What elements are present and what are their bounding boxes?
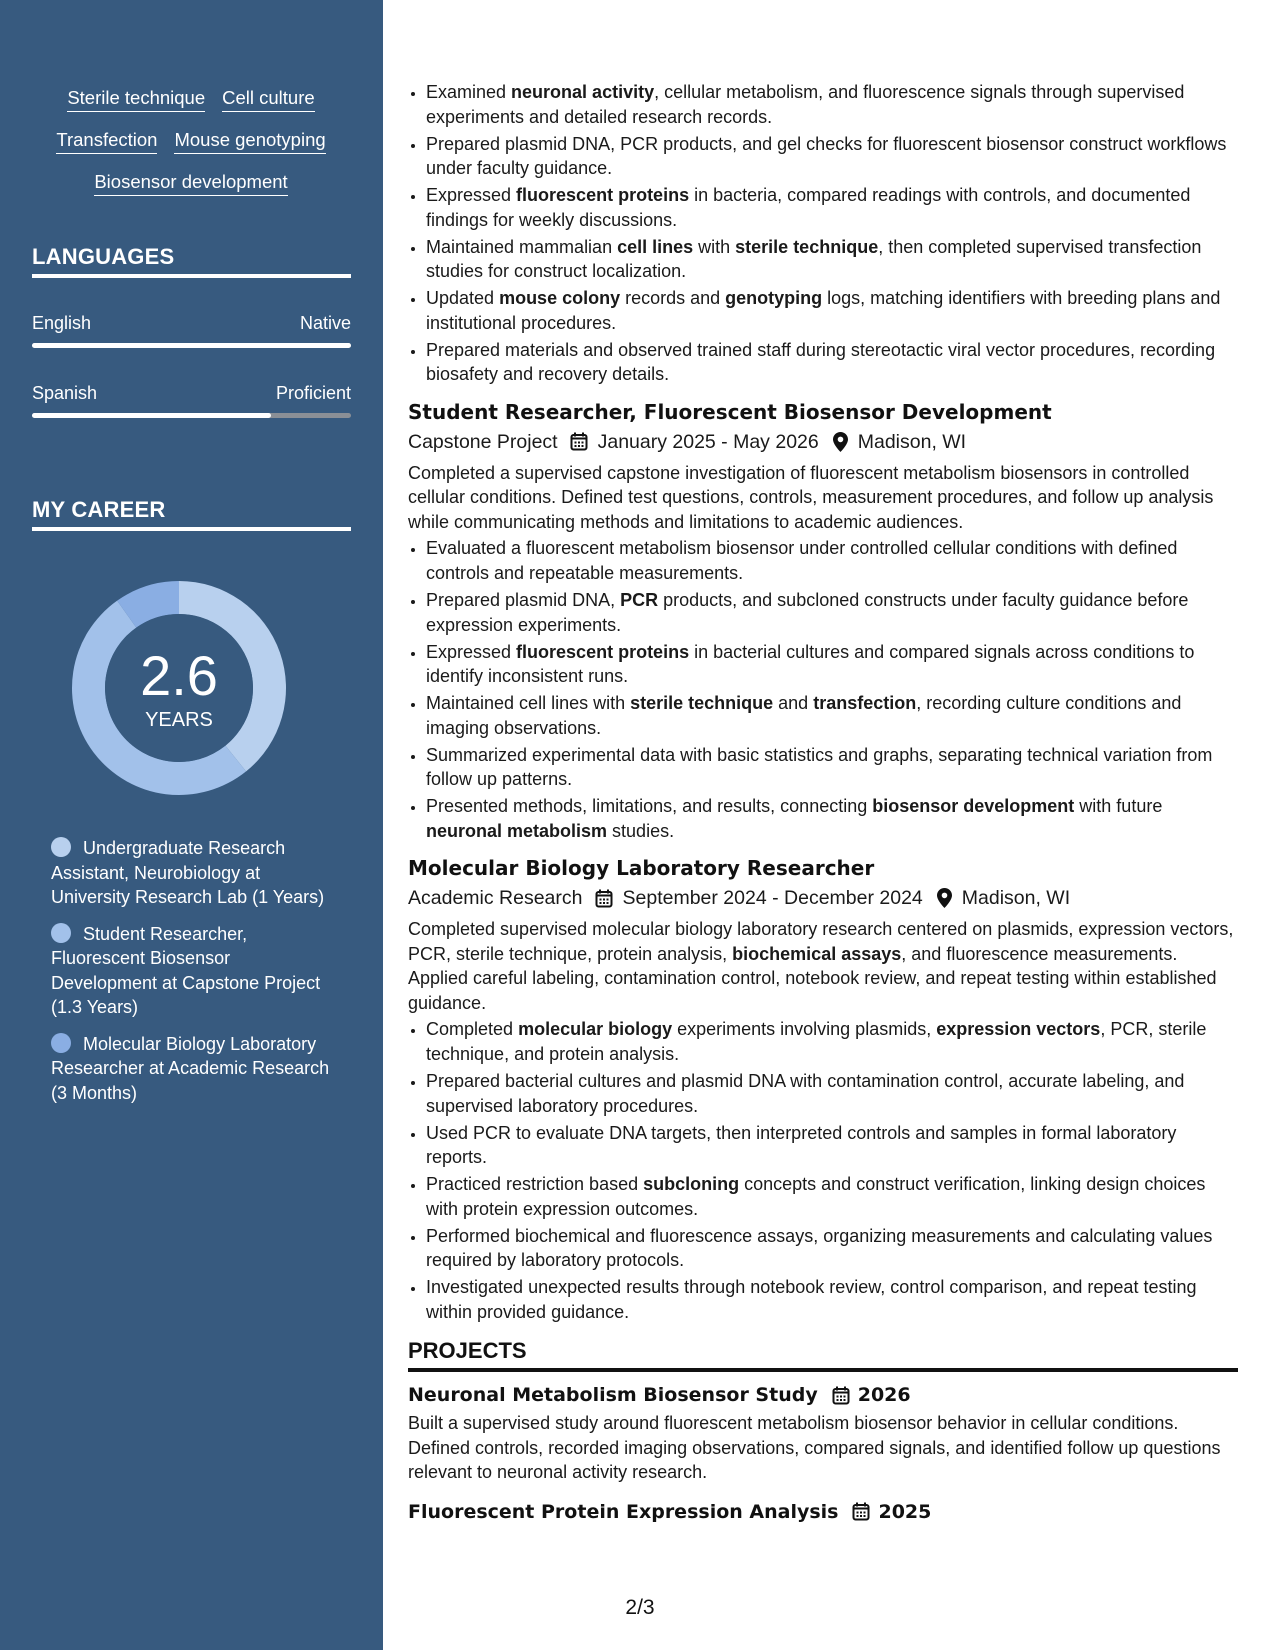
bullet-item: • Expressed fluorescent proteins in bacterial cultures and compared signals across conditions to identify inconsistent runs. [426, 640, 1238, 689]
bullet-item: • Expressed fluorescent proteins in bacteria, compared readings with controls, and documented findings for weekly discussions. [426, 183, 1238, 232]
job-dates: January 2025 - May 2026 [597, 430, 819, 453]
language-row [32, 312, 351, 334]
calendar-icon [570, 432, 588, 451]
language-level: Proficient [275, 383, 351, 403]
bullet-item: • Used PCR to evaluate DNA targets, then interpreted controls and samples in formal laboratory reports. [426, 1121, 1238, 1170]
career-heading: MY CAREER [32, 497, 351, 531]
bullet-item: • Maintained cell lines with sterile technique and transfection, recording culture conditions and imaging observations. [426, 691, 1238, 740]
bullet-item: • Prepared plasmid DNA, PCR products, and gel checks for fluorescent biosensor construct workflows under faculty guidance. [426, 132, 1238, 181]
sidebar [0, 0, 383, 1650]
language-bar [32, 413, 351, 418]
career-dot-icon [51, 1033, 71, 1053]
project-description: Built a supervised study around fluorescent metabolism biosensor behavior in cellular conditions. Defined controls, recorded imaging observations, compared signals, and identified follow up questions relevant to neuronal activity research. [408, 1413, 1221, 1483]
job-bullets [408, 536, 1238, 843]
language-row [32, 382, 351, 404]
bullet-item: • Prepared materials and observed trained staff during stereotactic viral vector procedures, recording biosafety and recovery details. [426, 338, 1238, 387]
calendar-icon [595, 889, 613, 908]
skill-tag: Sterile technique [67, 86, 205, 112]
bullet-item: • Prepared bacterial cultures and plasmid DNA with contamination control, accurate labeling, and supervised laboratory procedures. [426, 1069, 1238, 1118]
language-name: Spanish [32, 383, 98, 403]
career-donut-chart [66, 575, 292, 801]
career-dot-icon [51, 837, 71, 857]
job-summary: Completed supervised molecular biology laboratory research centered on plasmids, expression vectors, PCR, sterile technique, protein analysis, biochemical assays, and fluorescence measurements. Applied careful labeling, contamination control, notebook review, and repeat testing within established guidance. [408, 919, 1234, 1013]
bullet-item: • Evaluated a fluorescent metabolism biosensor under controlled cellular conditions with defined controls and repeatable measurements. [426, 536, 1238, 585]
skill-tag: Mouse genotyping [174, 128, 325, 154]
job-meta [408, 885, 1238, 911]
bullet-item: • Performed biochemical and fluorescence assays, organizing measurements and calculating values required by laboratory protocols. [426, 1224, 1238, 1273]
job-title: Molecular Biology Laboratory Researcher [408, 856, 875, 881]
main-content [408, 80, 1238, 1525]
calendar-icon [832, 1386, 850, 1405]
project-title-row [408, 1499, 1238, 1525]
job-dates: September 2024 - December 2024 [622, 887, 923, 910]
job-summary: Completed a supervised capstone investigation of fluorescent metabolism biosensors in controlled cellular conditions. Defined test questions, controls, measurement procedures, and follow up analysis while communicating methods and limitations to academic audiences. [408, 462, 1214, 532]
bullet-item: • Summarized experimental data with basic statistics and graphs, separating technical variation from follow up patterns. [426, 743, 1238, 792]
project-title-row [408, 1382, 1238, 1408]
skills-list [32, 86, 350, 196]
bullet-item: • Investigated unexpected results through notebook review, control comparison, and repeat testing within provided guidance. [426, 1275, 1238, 1324]
skill-tag: Cell culture [222, 86, 315, 112]
skill-tag: Transfection [56, 128, 157, 154]
career-item-text: Molecular Biology Laboratory Researcher at Academic Research (3 Months) [51, 1033, 330, 1103]
job-meta [408, 429, 1238, 455]
job-bullets [408, 80, 1238, 387]
career-item-text: Undergraduate Research Assistant, Neurobiology at University Research Lab (1 Years) [51, 838, 325, 907]
project-title: Neuronal Metabolism Biosensor Study [408, 1384, 818, 1407]
job-title: Student Researcher, Fluorescent Biosensor Development [408, 399, 1052, 424]
language-name: English [32, 313, 92, 333]
bullet-item: • Updated mouse colony records and genotyping logs, matching identifiers with breeding plans and institutional procedures. [426, 286, 1238, 335]
languages-heading: LANGUAGES [32, 244, 351, 278]
job-org: Academic Research [408, 887, 583, 910]
job-location: Madison, WI [961, 887, 1071, 910]
language-bar [32, 343, 351, 348]
project-year: 2026 [857, 1384, 911, 1407]
calendar-icon [852, 1502, 870, 1521]
location-pin-icon [833, 432, 848, 452]
location-pin-icon [937, 888, 952, 908]
bullet-item: • Presented methods, limitations, and results, connecting biosensor development with future neuronal metabolism studies. [426, 794, 1238, 843]
job-bullets [408, 1017, 1238, 1324]
career-dot-icon [51, 923, 71, 943]
bullet-item: • Examined neuronal activity, cellular metabolism, and fluorescence signals through supervised experiments and detailed research records. [426, 80, 1238, 129]
bullet-item: • Maintained mammalian cell lines with sterile technique, then completed supervised transfection studies for construct localization. [426, 235, 1238, 284]
career-unit: YEARS [145, 709, 213, 731]
job-org: Capstone Project [408, 430, 558, 453]
career-total: 2.6 [140, 644, 218, 707]
project-year: 2025 [878, 1500, 932, 1523]
language-bar-fill [32, 413, 271, 418]
career-item [51, 836, 331, 910]
projects-heading: PROJECTS [408, 1338, 1238, 1372]
bullet-item: • Prepared plasmid DNA, PCR products, and subcloned constructs under faculty guidance before expression experiments. [426, 588, 1238, 637]
bullet-item: • Practiced restriction based subcloning concepts and construct verification, linking design choices with protein expression outcomes. [426, 1172, 1238, 1221]
career-item-text: Student Researcher, Fluorescent Biosensor Development at Capstone Project (1.3 Years) [51, 923, 321, 1017]
skill-tag: Biosensor development [94, 170, 287, 196]
job-location: Madison, WI [857, 430, 967, 453]
language-level: Native [299, 313, 351, 333]
career-item [51, 922, 331, 1020]
project-title: Fluorescent Protein Expression Analysis [408, 1500, 839, 1523]
career-item [51, 1032, 331, 1106]
career-list [51, 836, 331, 1117]
page-number: 2/3 [625, 1596, 655, 1619]
bullet-item: • Completed molecular biology experiments involving plasmids, expression vectors, PCR, sterile technique, and protein analysis. [426, 1017, 1238, 1066]
language-bar-fill [32, 343, 351, 348]
